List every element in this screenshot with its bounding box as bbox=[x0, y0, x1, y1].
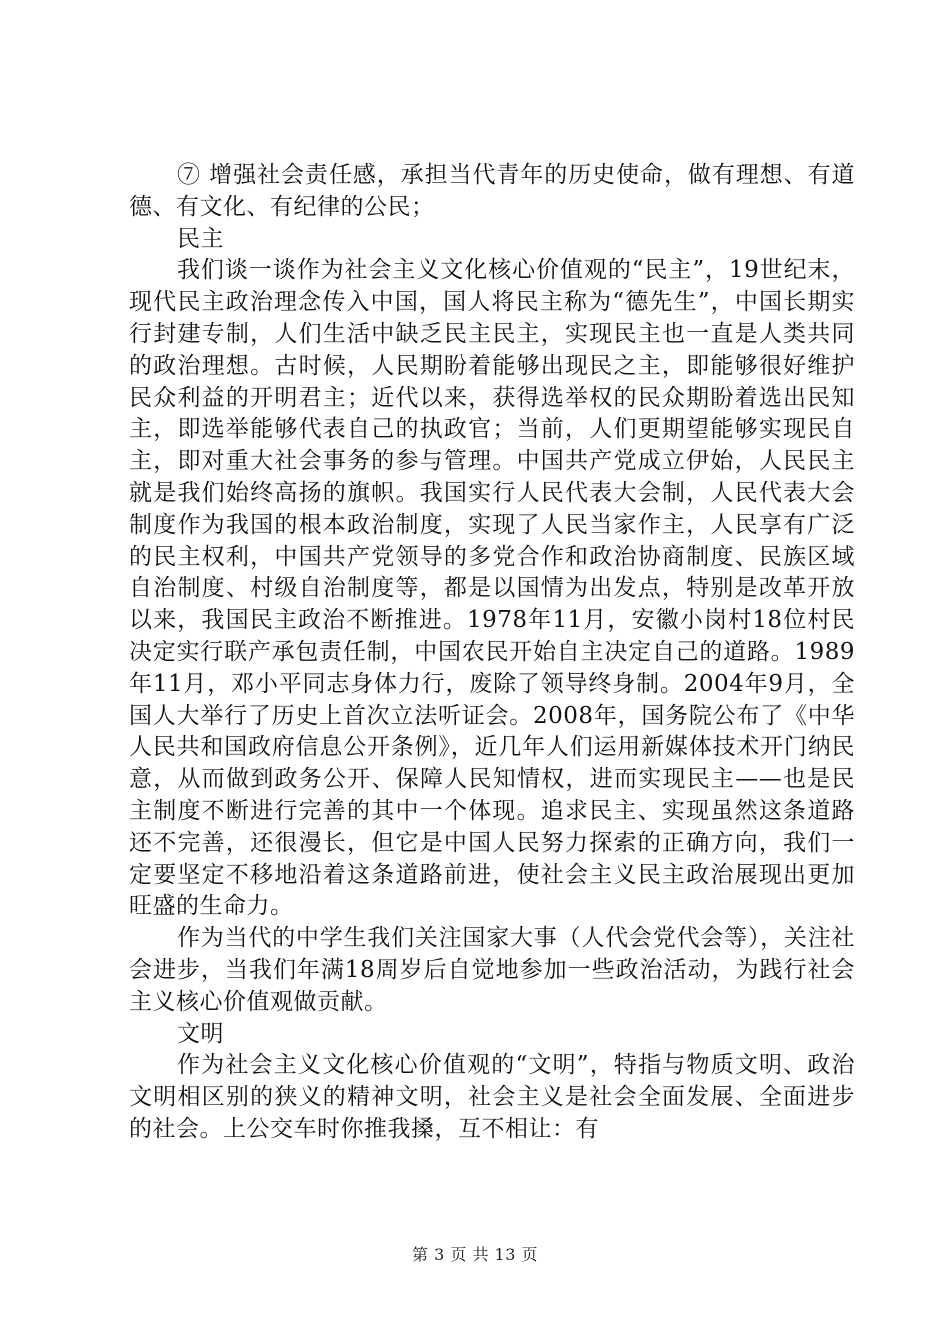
section-heading-democracy: 民主 bbox=[177, 225, 224, 252]
paragraph-duty: ⑦ 增强社会责任感，承担当代青年的历史使命，做有理想、有道德、有文化、有纪律的公民； bbox=[129, 162, 855, 220]
paragraph-democracy: 我们谈一谈作为社会主义文化核心价值观的“民主”，19世纪末，现代民主政治理念传入中国，国人将民主称为“德先生”，中国长期实行封建专制，人们生活中缺乏民主民主，实现民主也一直是人类共同的政治理想。古时候，人民期盼着能够出现民之主，即能够很好维护民众利益的开明君主；近代以来，获得选举权的民众期盼着选出民知主，即选举能够代表自己的执政官；当前，人们更期望能够实现民自主，即对重大社会事务的参与管理。中国共产党成立伊始，人民民主就是我们始终高扬的旗帜。我国实行人民代表大会制，人民代表大会制度作为我国的根本政治制度，实现了人民当家作主，人民享有广泛的民主权利，中国共产党领导的多党合作和政治协商制度、民族区域自治制度、村级自治制度等，都是以国情为出发点，特别是改革开放以来，我国民主政治不断推进。1978年11月，安徽小岗村18位村民决定实行联产承包责任制，中国农民开始自主决定自己的道路。1989年11月，邓小平同志身体力行，废除了领导终身制。2004年9月，全国人大举行了历史上首次立法听证会。2008年，国务院公布了《中华人民共和国政府信息公开条例》，近几年人们运用新媒体技术开门纳民意，从而做到政务公开、保障人民知情权，进而实现民主——也是民主制度不断进行完善的其中一个体现。追求民主、实现虽然这条道路还不完善，还很漫长，但它是中国人民努力探索的正确方向，我们一定要坚定不移地沿着这条道路前进，使社会主义民主政治展现出更加旺盛的生命力。 bbox=[129, 257, 855, 920]
section-heading-civilization: 文明 bbox=[177, 1020, 224, 1047]
paragraph-students: 作为当代的中学生我们关注国家大事（人代会党代会等），关注社会进步，当我们年满18周岁后自觉地参加一些政治活动，为践行社会主义核心价值观做贡献。 bbox=[129, 925, 855, 1015]
paragraph-civilization: 作为社会主义文化核心价值观的“文明”，特指与物质文明、政治文明相区别的狭义的精神文明，社会主义是社会全面发展、全面进步的社会。上公交车时你推我搡，互不相让：有 bbox=[129, 1052, 855, 1142]
document-body bbox=[129, 160, 855, 1146]
page-footer: 第 3 页 共 13 页 bbox=[412, 1245, 538, 1264]
